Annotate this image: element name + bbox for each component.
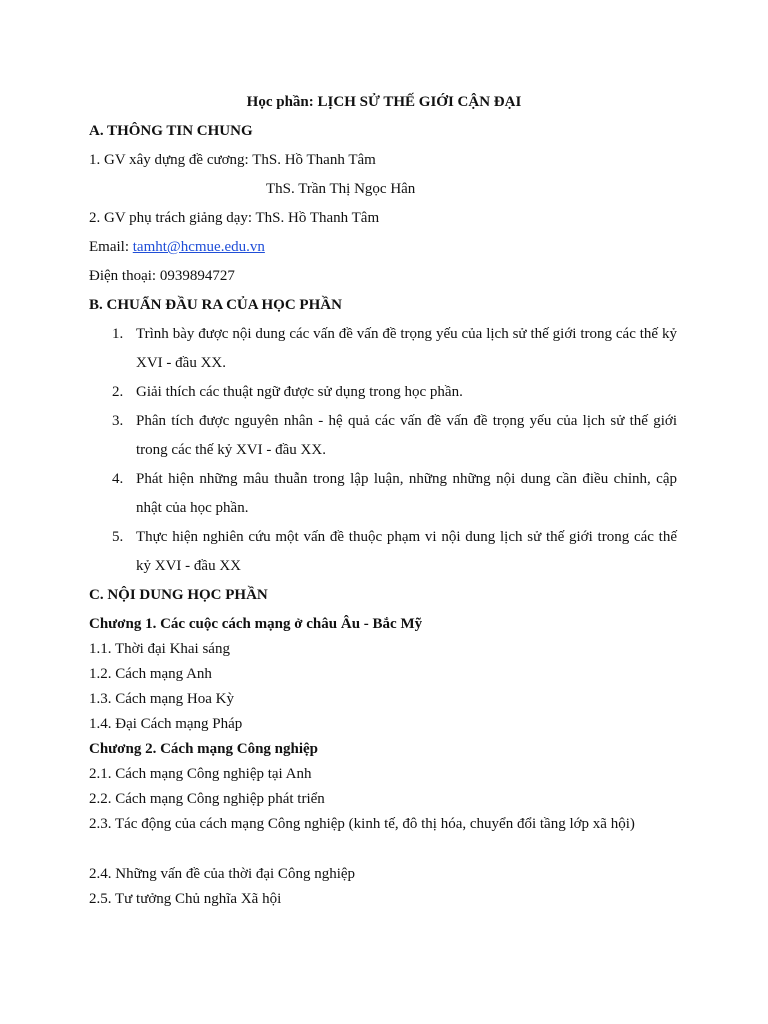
section-c-heading: C. NỘI DUNG HỌC PHẦN <box>89 587 268 603</box>
chapter-2-item: 2.4. Những vấn đề của thời đại Công nghiệp <box>89 866 356 882</box>
outcome-text: Trình bày được nội dung các vấn đề vấn đề trọng yếu của lịch sử thế giới trong các thế kỷ XVI - đầu XX. <box>136 326 677 371</box>
author-line: 1. GV xây dựng đề cương: ThS. Hồ Thanh Tâm <box>89 152 376 168</box>
section-b-heading: B. CHUẨN ĐẦU RA CỦA HỌC PHẦN <box>89 297 342 313</box>
chapter-1-item: 1.4. Đại Cách mạng Pháp <box>89 716 243 732</box>
chapter-2-item: 2.5. Tư tưởng Chủ nghĩa Xã hội <box>89 891 282 907</box>
teacher-line: 2. GV phụ trách giảng dạy: ThS. Hồ Thanh Tâm <box>89 210 380 226</box>
outcome-number: 1. <box>112 326 124 342</box>
chapter-1-item: 1.2. Cách mạng Anh <box>89 666 212 682</box>
outcome-number: 5. <box>112 529 124 545</box>
outcome-number: 3. <box>112 413 124 429</box>
course-title: Học phần: LỊCH SỬ THẾ GIỚI CẬN ĐẠI <box>246 94 522 110</box>
chapter-1-item: 1.3. Cách mạng Hoa Kỳ <box>89 691 234 707</box>
author-second-line: ThS. Trần Thị Ngọc Hân <box>266 181 416 197</box>
email-line <box>89 233 265 262</box>
outcome-number: 2. <box>112 384 124 400</box>
chapter-1-item: 1.1. Thời đại Khai sáng <box>89 641 230 657</box>
chapter-2-item: 2.1. Cách mạng Công nghiệp tại Anh <box>89 766 312 782</box>
email-label: Email: <box>89 239 133 255</box>
outcome-text: Giải thích các thuật ngữ được sử dụng trong học phần. <box>136 384 463 400</box>
outcome-number: 4. <box>112 471 124 487</box>
phone-line: Điện thoại: 0939894727 <box>89 268 235 284</box>
outcome-text: Thực hiện nghiên cứu một vấn đề thuộc phạm vi nội dung lịch sử thế giới trong các thế kỷ XVI - đầu XX <box>136 529 677 574</box>
outcome-text: Phân tích được nguyên nhân - hệ quả các vấn đề vấn đề trọng yếu của lịch sử thế giới trong các thế kỷ XVI - đầu XX. <box>136 413 677 458</box>
chapter-2-item: 2.3. Tác động của cách mạng Công nghiệp (kinh tế, đô thị hóa, chuyển đổi tầng lớp xã hội) <box>89 816 635 832</box>
chapter-1-title: Chương 1. Các cuộc cách mạng ở châu Âu - Bắc Mỹ <box>89 616 423 632</box>
email-link[interactable]: tamht@hcmue.edu.vn <box>132 239 265 255</box>
chapter-2-title: Chương 2. Cách mạng Công nghiệp <box>89 741 319 757</box>
chapter-2-item: 2.2. Cách mạng Công nghiệp phát triển <box>89 791 325 807</box>
outcome-text: Phát hiện những mâu thuẫn trong lập luận, những những nội dung cần điều chỉnh, cập nhật của học phần. <box>136 471 677 516</box>
section-a-heading: A. THÔNG TIN CHUNG <box>89 123 253 139</box>
